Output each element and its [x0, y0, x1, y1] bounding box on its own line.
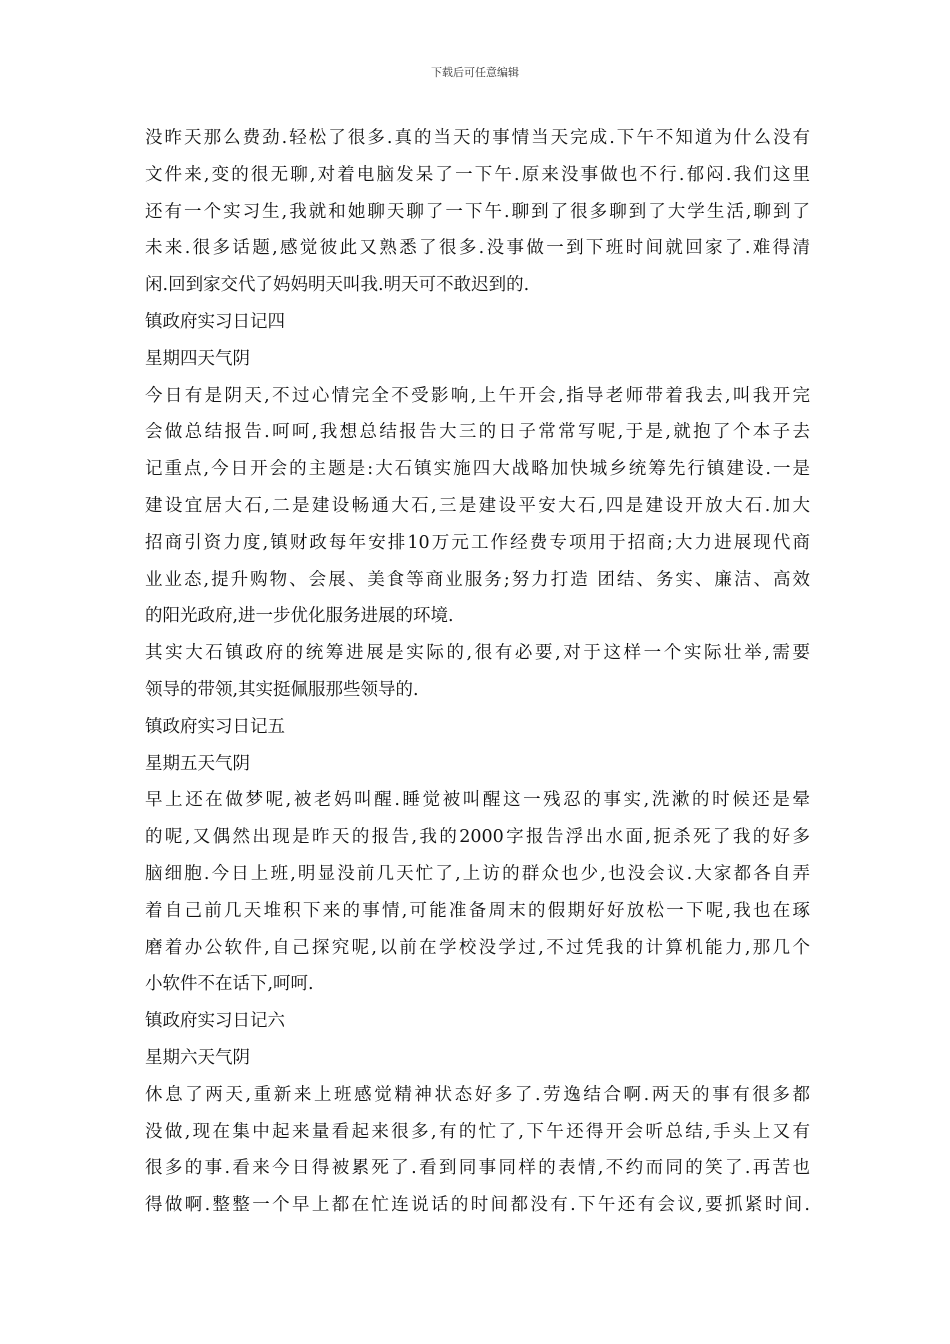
text-line: 小软件不在话下,呵呵.: [145, 974, 314, 995]
text-line: 星期五天气阴: [145, 753, 250, 774]
text-line: 镇政府实习日记五: [145, 716, 285, 737]
text-line: 星期四天气阴: [145, 348, 250, 369]
text-line: 记重点,今日开会的主题是:大石镇实施四大战略加快城乡统筹先行镇建设.一是: [145, 459, 810, 480]
text-line: 业业态,提升购物、会展、美食等商业服务;努力打造 团结、务实、廉洁、高效: [145, 569, 810, 590]
text-line: 脑细胞.今日上班,明显没前几天忙了,上访的群众也少,也没会议.大家都各自弄: [145, 863, 810, 884]
text-line: 领导的带领,其实挺佩服那些领导的.: [145, 679, 419, 700]
text-line: 还有一个实习生,我就和她聊天聊了一下午.聊到了很多聊到了大学生活,聊到了: [145, 201, 810, 222]
text-line: 没做,现在集中起来量看起来很多,有的忙了,下午还得开会听总结,手头上又有: [145, 1121, 810, 1142]
text-line: 闲.回到家交代了妈妈明天叫我.明天可不敢迟到的.: [145, 275, 530, 296]
text-line: 镇政府实习日记四: [145, 311, 285, 332]
text-line: 建设宜居大石,二是建设畅通大石,三是建设平安大石,四是建设开放大石.加大: [145, 495, 810, 516]
text-line: 得做啊.整整一个早上都在忙连说话的时间都没有.下午还有会议,要抓紧时间.: [145, 1195, 810, 1216]
text-line: 镇政府实习日记六: [145, 1011, 285, 1032]
text-line: 着自己前几天堆积下来的事情,可能准备周末的假期好好放松一下呢,我也在琢: [145, 900, 810, 921]
text-line: 今日有是阴天,不过心情完全不受影响,上午开会,指导老师带着我去,叫我开完: [145, 385, 810, 406]
text-line: 早上还在做梦呢,被老妈叫醒.睡觉被叫醒这一残忍的事实,洗漱的时候还是晕: [145, 790, 810, 811]
page-header: 下载后可任意编辑: [431, 66, 519, 79]
text-line: 星期六天气阴: [145, 1047, 250, 1068]
text-line: 会做总结报告.呵呵,我想总结报告大三的日子常常写呢,于是,就抱了个本子去: [145, 422, 810, 443]
text-line: 其实大石镇政府的统筹进展是实际的,很有必要,对于这样一个实际壮举,需要: [145, 643, 810, 664]
text-line: 休息了两天,重新来上班感觉精神状态好多了.劳逸结合啊.两天的事有很多都: [145, 1084, 810, 1105]
text-line: 没昨天那么费劲.轻松了很多.真的当天的事情当天完成.下午不知道为什么没有: [145, 128, 810, 148]
text-line: 未来.很多话题,感觉彼此又熟悉了很多.没事做一到下班时间就回家了.难得清: [145, 238, 810, 259]
text-line: 文件来,变的很无聊,对着电脑发呆了一下午.原来没事做也不行.郁闷.我们这里: [145, 164, 810, 185]
text-line: 磨着办公软件,自己探究呢,以前在学校没学过,不过凭我的计算机能力,那几个: [145, 937, 810, 958]
document-body: [145, 120, 810, 1224]
text-line: 招商引资力度,镇财政每年安排10万元工作经费专项用于招商;大力进展现代商: [145, 532, 810, 553]
text-line: 很多的事.看来今日得被累死了.看到同事同样的表情,不约而同的笑了.再苦也: [145, 1158, 810, 1179]
text-line: 的阳光政府,进一步优化服务进展的环境.: [145, 606, 454, 627]
text-line: 的呢,又偶然出现是昨天的报告,我的2000字报告浮出水面,扼杀死了我的好多: [145, 827, 810, 848]
